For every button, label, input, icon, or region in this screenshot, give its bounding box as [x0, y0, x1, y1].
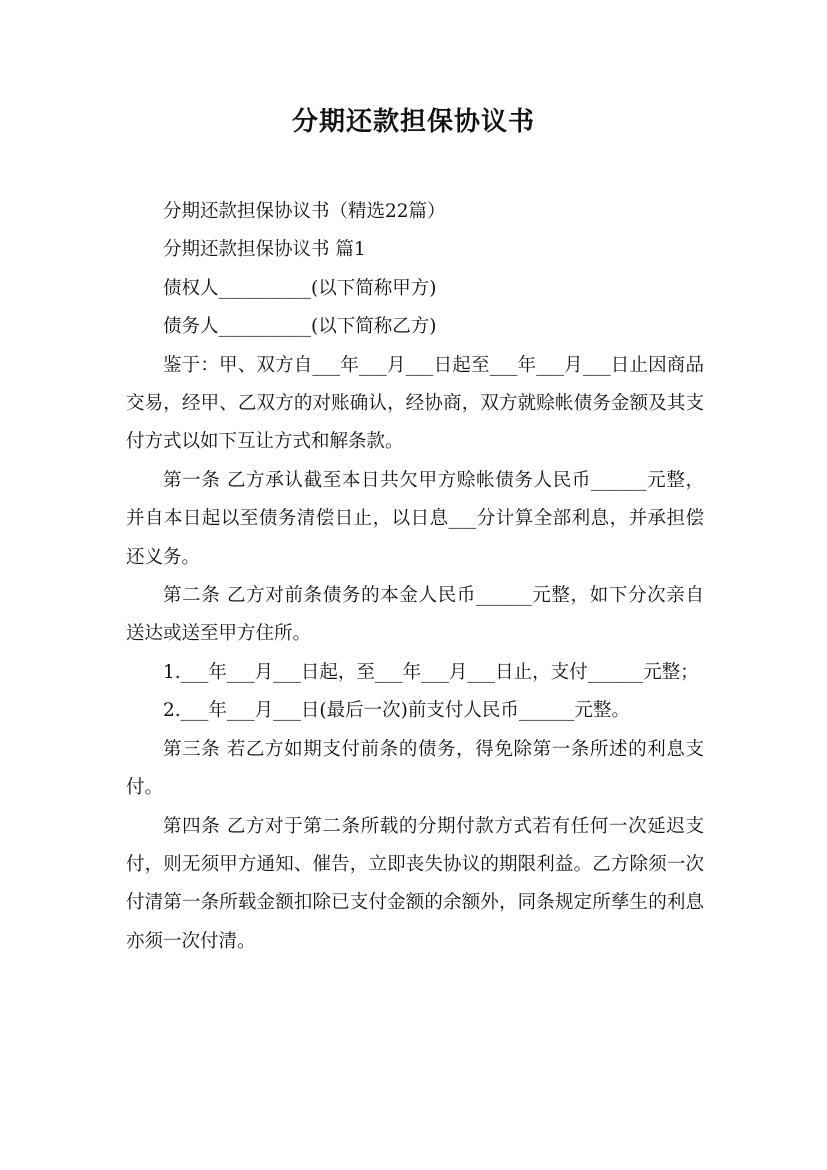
document-title: 分期还款担保协议书: [291, 107, 535, 137]
paragraph-heading: 分期还款担保协议书（精选22篇）: [163, 201, 446, 222]
paragraph-article-3: 第三条 若乙方如期支付前条的债务，得免除第一条所述的利息支付。: [126, 738, 704, 799]
paragraph-section-title: 分期还款担保协议书 篇1: [163, 239, 366, 261]
paragraph-installment-1: 1.___年___月___日起，至___年___月___日止，支付______元整；: [163, 661, 699, 683]
paragraph-installment-2: 2.___年___月___日(最后一次)前支付人民币______元整。: [163, 700, 630, 722]
paragraph-debtor: 债务人__________(以下简称乙方): [163, 316, 437, 338]
document-body: [126, 193, 704, 961]
paragraph-article-1: 第一条 乙方承认截至本日共欠甲方赊帐债务人民币______元整，并自本日起以至债务清偿日止，以日息___分计算全部利息，并承担偿还义务。: [126, 469, 704, 568]
paragraph-creditor: 债权人__________(以下简称甲方): [163, 277, 437, 299]
paragraph-recital: 鉴于：甲、双方自___年___月___日起至___年___月___日止因商品交易，经甲、乙双方的对账确认，经协商，双方就赊帐债务金额及其支付方式以如下互让方式和解条款。: [126, 354, 704, 453]
paragraph-article-4: 第四条 乙方对于第二条所载的分期付款方式若有任何一次延迟支付，则无须甲方通知、催告，立即丧失协议的期限利益。乙方除须一次付清第一条所载金额扣除已支付金额的余额外，同条规定所孳生的利息亦须一次付清。: [126, 815, 704, 952]
paragraph-article-2: 第二条 乙方对前条债务的本金人民币______元整，如下分次亲自送达或送至甲方住所。: [126, 585, 704, 645]
